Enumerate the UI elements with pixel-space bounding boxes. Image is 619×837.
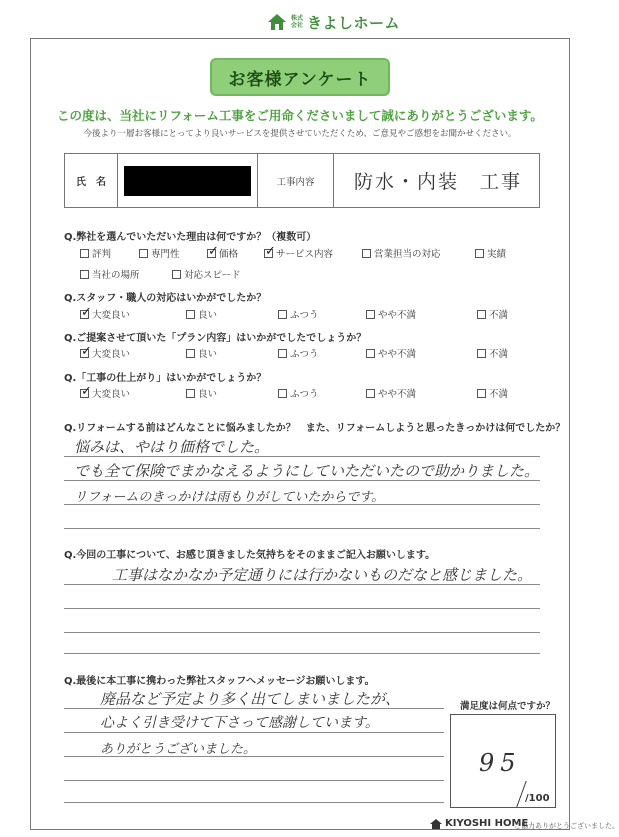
answer-line — [64, 528, 540, 529]
rating-average[interactable]: ふつう — [278, 346, 319, 360]
rating-average[interactable]: ふつう — [278, 386, 319, 400]
option-sales-staff[interactable]: 営業担当の対応 — [362, 246, 441, 260]
house-logo-icon — [267, 13, 287, 31]
satisfaction-max: /100 — [525, 793, 550, 804]
answer-line — [64, 608, 540, 609]
question-concerns: Q.リフォームする前はどんなことに悩みましたか？ また、リフォームしようと思ったきっかけは何でしたか？ — [64, 423, 566, 434]
question-staff: Q.スタッフ・職人の対応はいかがでしたか？ — [64, 293, 267, 304]
work-content-handwritten: 防水・内装 工事 — [354, 171, 523, 193]
answer-line — [64, 732, 444, 733]
brand-kabushiki: 株式会社 — [291, 15, 304, 29]
checkbox[interactable] — [475, 249, 484, 258]
option-location[interactable]: 当社の場所 — [80, 267, 140, 281]
brand-name: きよしホーム — [307, 13, 401, 32]
question-plan: Q.ご提案させて頂いた「プラン内容」はいかがでしたでしょうか？ — [64, 333, 367, 344]
question-reason: Q.弊社を選んでいただいた理由は何ですか？（複数可） — [64, 232, 317, 243]
question-impressions: Q.今回の工事について、お感じ頂きました気持ちをそのままご記入お願いします。 — [64, 550, 436, 561]
name-field — [118, 154, 258, 207]
checkbox[interactable] — [278, 389, 287, 398]
checkbox[interactable] — [366, 389, 375, 398]
checkbox[interactable] — [186, 389, 195, 398]
house-logo-icon — [430, 819, 442, 829]
customer-info-table — [64, 153, 540, 208]
question-message: Q.最後に本工事に携わった弊社スタッフへメッセージお願いします。 — [64, 676, 375, 687]
checkbox[interactable] — [80, 270, 89, 279]
rating-good[interactable]: 良い — [186, 307, 217, 321]
checkbox[interactable] — [186, 349, 195, 358]
checkbox[interactable] — [80, 389, 89, 398]
impressions-answer-area[interactable] — [64, 560, 540, 655]
checkbox[interactable] — [80, 310, 89, 319]
rating-dissatisfied[interactable]: 不満 — [477, 307, 508, 321]
option-reputation[interactable]: 評判 — [80, 246, 111, 260]
redacted-name — [124, 166, 251, 196]
handwritten-answer: 心よく引き受けて下さって感謝しています。 — [100, 715, 379, 731]
checkbox[interactable] — [264, 249, 273, 258]
rating-good[interactable]: 良い — [186, 346, 217, 360]
handwritten-answer: 悩みは、やはり価格でした。 — [74, 438, 270, 456]
handwritten-answer: ありがとうございました。 — [100, 742, 257, 757]
checkbox[interactable] — [366, 310, 375, 319]
rating-dissatisfied[interactable]: 不満 — [477, 346, 508, 360]
checkbox[interactable] — [186, 310, 195, 319]
request-lead: 今後より一層お客様にとってより良いサービスを提供させていただくため、ご意見やご感想をお聞かせください。 — [83, 129, 517, 139]
rating-somewhat-dissatisfied[interactable]: やや不満 — [366, 307, 416, 321]
checkbox[interactable] — [172, 270, 181, 279]
checkbox[interactable] — [80, 249, 89, 258]
handwritten-answer: 工事はなかなか予定通りには行かないものだなと感じました。 — [112, 566, 533, 584]
option-speed[interactable]: 対応スピード — [172, 267, 241, 281]
checkbox[interactable] — [80, 349, 89, 358]
message-answer-area[interactable] — [64, 686, 444, 806]
handwritten-answer: 廃品など予定より多く出てしまいましたが、 — [100, 690, 401, 708]
rating-very-good[interactable]: ✓大変良い — [80, 346, 130, 360]
rating-dissatisfied[interactable]: 不満 — [477, 386, 508, 400]
brand-logo — [267, 8, 400, 36]
answer-line — [64, 653, 540, 654]
satisfaction-label: 満足度は何点ですか？ — [460, 701, 556, 712]
checkbox[interactable] — [278, 310, 287, 319]
handwritten-answer: リフォームのきっかけは雨もりがしていたからです。 — [74, 490, 385, 505]
answer-line — [64, 802, 444, 803]
rating-good[interactable]: 良い — [186, 386, 217, 400]
thanks-lead: この度は、当社にリフォーム工事をご用命くださいまして誠にありがとうございます。 — [57, 108, 543, 123]
rating-somewhat-dissatisfied[interactable]: やや不満 — [366, 386, 416, 400]
survey-sheet — [30, 8, 619, 830]
checkbox[interactable] — [139, 249, 148, 258]
rating-very-good[interactable]: ✓大変良い — [80, 307, 130, 321]
checkbox[interactable] — [362, 249, 371, 258]
concerns-answer-area[interactable] — [64, 434, 540, 534]
answer-line — [64, 780, 444, 781]
checkbox[interactable] — [477, 310, 486, 319]
rating-average[interactable]: ふつう — [278, 307, 319, 321]
option-price[interactable]: ✓ 価格 — [207, 246, 238, 260]
option-track-record[interactable]: 実績 — [475, 246, 506, 260]
survey-title-badge — [210, 58, 390, 96]
option-expertise[interactable]: 専門性 — [139, 246, 180, 260]
checkbox[interactable] — [278, 349, 287, 358]
checkbox[interactable] — [207, 249, 216, 258]
rating-somewhat-dissatisfied[interactable]: やや不満 — [366, 346, 416, 360]
answer-line — [64, 632, 540, 633]
satisfaction-score: 95 — [479, 749, 522, 777]
work-label: 工事内容 — [258, 154, 334, 207]
survey-title: お客様アンケート — [228, 69, 372, 90]
name-label: 氏 名 — [65, 154, 118, 207]
handwritten-answer: でも全て保険でまかなえるようにしていただいたので助かりました。 — [74, 462, 540, 480]
footer-thanks: ご協力ありがとうございました。 — [514, 822, 619, 830]
satisfaction-score-box[interactable] — [450, 714, 556, 808]
footer-brand-name: KIYOSHI HOME — [445, 818, 529, 829]
checkbox[interactable] — [477, 389, 486, 398]
question-finish: Q.「工事の仕上がり」はいかがでしょうか？ — [64, 373, 267, 384]
checkbox[interactable] — [366, 349, 375, 358]
option-service[interactable]: ✓ サービス内容 — [264, 246, 333, 260]
checkbox[interactable] — [477, 349, 486, 358]
rating-very-good[interactable]: ✓大変良い — [80, 386, 130, 400]
